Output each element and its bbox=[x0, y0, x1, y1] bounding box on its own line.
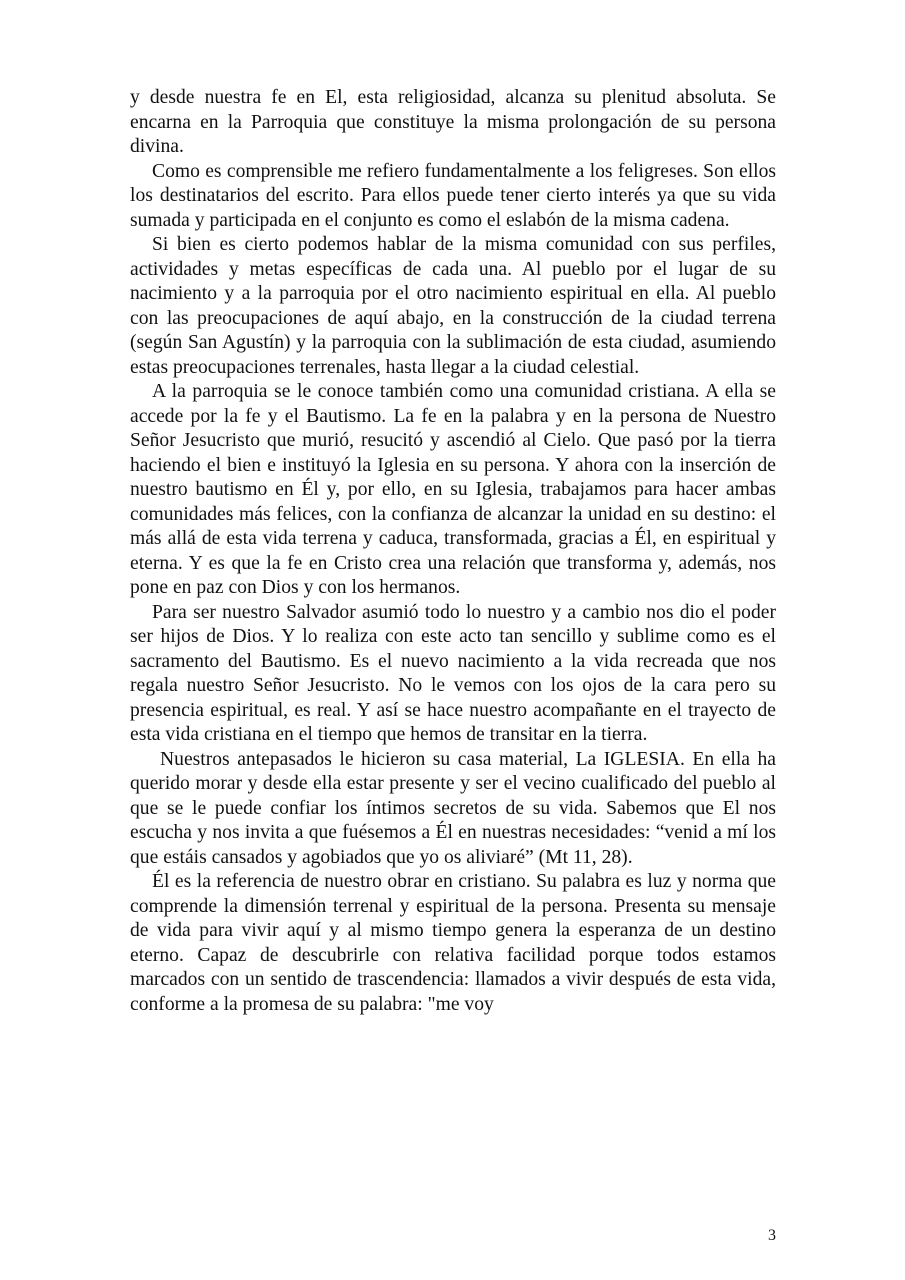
paragraph-7: Él es la referencia de nuestro obrar en cristiano. Su palabra es luz y norma que comprende la dimensión terrenal y espiritual de la persona. Presenta su mensaje de vida para vivir aquí y al mismo tiempo genera la esperanza de un destino eterno. Capaz de descubrirle con relativa facilidad porque todos estamos marcados con un sentido de trascendencia: llamados a vivir después de esta vida, conforme a la promesa de su palabra: "me voy bbox=[130, 871, 776, 1015]
paragraph-3: Si bien es cierto podemos hablar de la misma comunidad con sus perfiles, actividades y metas específicas de cada una. Al pueblo por el lugar de su nacimiento y a la parroquia por el otro nacimiento espiritual en ella. Al pueblo con las preocupaciones de aquí abajo, en la construcción de la ciudad terrena (según San Agustín) y la parroquia con la sublimación de esta ciudad, asumiendo estas preocupaciones terrenales, hasta llegar a la ciudad celestial. bbox=[130, 234, 776, 378]
paragraph-2: Como es comprensible me refiero fundamentalmente a los feligreses. Son ellos los destinatarios del escrito. Para ellos puede tener cierto interés ya que su vida sumada y participada en el conjunto es como el eslabón de la misma cadena. bbox=[130, 160, 776, 231]
page-number: 3 bbox=[768, 1227, 776, 1244]
paragraph-5: Para ser nuestro Salvador asumió todo lo nuestro y a cambio nos dio el poder ser hijos de Dios. Y lo realiza con este acto tan sencillo y sublime como es el sacramento del Bautismo. Es el nuevo nacimiento a la vida recreada que nos regala nuestro Señor Jesucristo. No le vemos con los ojos de la cara pero su presencia espiritual, es real. Y así se hace nuestro acompañante en el trayecto de esta vida cristiana en el tiempo que hemos de transitar en la tierra. bbox=[130, 601, 776, 745]
paragraph-6: Nuestros antepasados le hicieron su casa material, La IGLESIA. En ella ha querido morar y desde ella estar presente y ser el vecino cualificado del pueblo al que se le puede confiar los íntimos secretos de su vida. Sabemos que El nos escucha y nos invita a que fuésemos a Él en nuestras necesidades: “venid a mí los que estáis cansados y agobiados que yo os aliviaré” (Mt 11, 28). bbox=[130, 748, 776, 868]
paragraph-1: y desde nuestra fe en El, esta religiosidad, alcanza su plenitud absoluta. Se encarna en la Parroquia que constituye la misma prolongación de su persona divina. bbox=[130, 87, 776, 157]
paragraph-4: A la parroquia se le conoce también como una comunidad cristiana. A ella se accede por la fe y el Bautismo. La fe en la palabra y en la persona de Nuestro Señor Jesucristo que murió, resucitó y ascendió al Cielo. Que pasó por la tierra haciendo el bien e instituyó la Iglesia en su persona. Y ahora con la inserción de nuestro bautismo en Él y, por ello, en su Iglesia, trabajamos para hacer ambas comunidades más felices, con la confianza de alcanzar la unidad en su destino: el más allá de esta vida terrena y caduca, transformada, gracias a Él, en espiritual y eterna. Y es que la fe en Cristo crea una relación que transforma y, además, nos pone en paz con Dios y con los hermanos. bbox=[130, 381, 776, 598]
document-page bbox=[130, 86, 776, 1017]
